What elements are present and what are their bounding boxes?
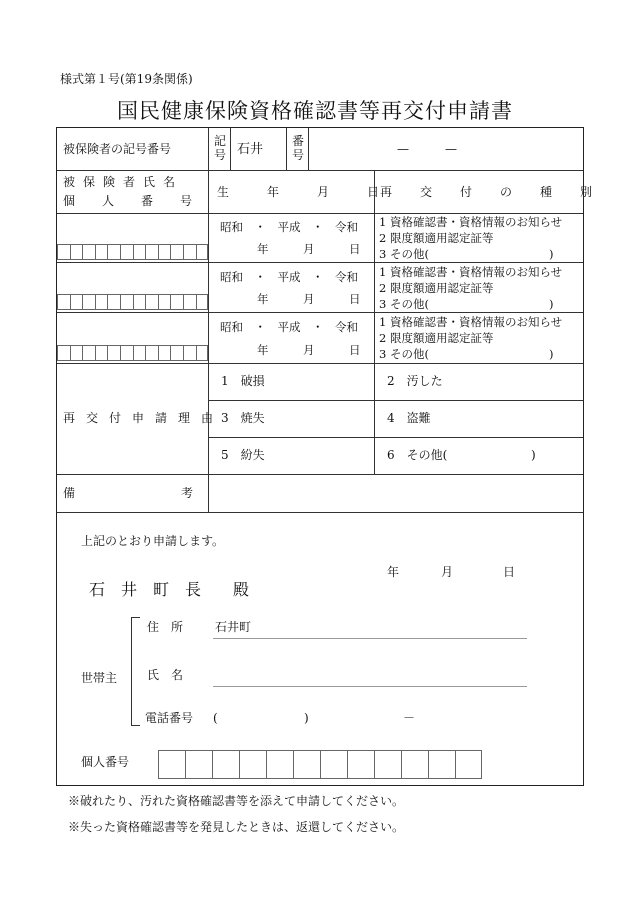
phone-label: 電話番号 [145,711,194,725]
reason-other[interactable]: 6 その他( [387,448,448,462]
date-month: 月 [441,565,454,579]
remarks-label: 備考 [63,486,300,500]
symbol-label: 記号 [214,134,227,162]
symbol-value: 石井 [237,142,264,157]
reason-damaged[interactable]: 1 破損 [221,374,265,388]
phone-close: ) [304,711,309,725]
type-option-3-close: ) [549,347,554,361]
type-option-3: 3 その他( [379,247,429,261]
birth-date-label: 生年月日 [217,185,418,199]
householder-bracket [131,617,140,726]
address-label: 住 所 [147,620,184,634]
note-1: ※破れたり、汚れた資格確認書等を添えて申請してください。 [68,794,405,808]
name-label: 氏 名 [147,668,184,682]
era-options: 昭和 ・ 平成 ・ 令和 [220,320,358,334]
type-option-2: 2 限度額適用認定証等 [379,231,494,245]
name-line[interactable] [213,686,527,687]
form-title: 国民健康保険資格確認書等再交付申請書 [117,99,513,123]
date-year: 年 [387,565,400,579]
type-option-1: 1 資格確認書・資格情報のお知らせ [379,215,563,229]
type-option-1: 1 資格確認書・資格情報のお知らせ [379,265,563,279]
type-option-3-close: ) [549,247,554,261]
reason-stolen[interactable]: 4 盗難 [387,411,431,425]
type-option-3-close: ) [549,297,554,311]
individual-number-col-label: 個人番号 [63,194,220,208]
era-options: 昭和 ・ 平成 ・ 令和 [220,270,358,284]
reason-other-close: ) [531,448,536,462]
phone-open: ( [213,711,218,725]
era-options: 昭和 ・ 平成 ・ 令和 [220,220,358,234]
reason-lost[interactable]: 5 紛失 [221,448,265,462]
number-value: — — [397,142,458,156]
type-option-2: 2 限度額適用認定証等 [379,281,494,295]
form-frame [56,127,621,786]
type-option-2: 2 限度額適用認定証等 [379,331,494,345]
number-label: 番号 [292,134,305,162]
date-line: 年 月 日 [257,343,361,357]
date-line: 年 月 日 [257,242,361,256]
individual-number-boxes[interactable] [57,345,208,361]
address-value[interactable]: 石井町 [215,620,252,634]
insured-symbol-number-label: 被保険者の記号番号 [63,142,172,156]
type-option-3: 3 その他( [379,297,429,311]
addressee: 石 井 町 長 殿 [89,580,250,599]
individual-number-boxes[interactable] [57,244,208,260]
individual-number-boxes[interactable] [57,294,208,310]
type-option-3: 3 その他( [379,347,429,361]
reason-burned[interactable]: 3 焼失 [221,411,265,425]
reason-soiled[interactable]: 2 汚した [387,374,443,388]
address-line [213,638,527,639]
note-2: ※失った資格確認書等を発見したときは、返還してください。 [68,820,405,834]
householder-label: 世帯主 [81,671,118,685]
phone-dash: － [403,711,416,725]
declaration-text: 上記のとおり申請します。 [81,534,225,548]
insured-name-label: 被保険者氏名 [63,175,184,189]
date-day: 日 [503,565,516,579]
type-option-1: 1 資格確認書・資格情報のお知らせ [379,315,563,329]
individual-number-label: 個人番号 [81,755,130,769]
householder-individual-number-boxes[interactable] [158,750,482,779]
reissue-type-label: 再交付の種別 [380,185,621,199]
form-number: 様式第１号(第19条関係) [60,72,193,86]
reissue-reason-label: 再交付申請理由 [63,411,225,425]
date-line: 年 月 日 [257,292,361,306]
